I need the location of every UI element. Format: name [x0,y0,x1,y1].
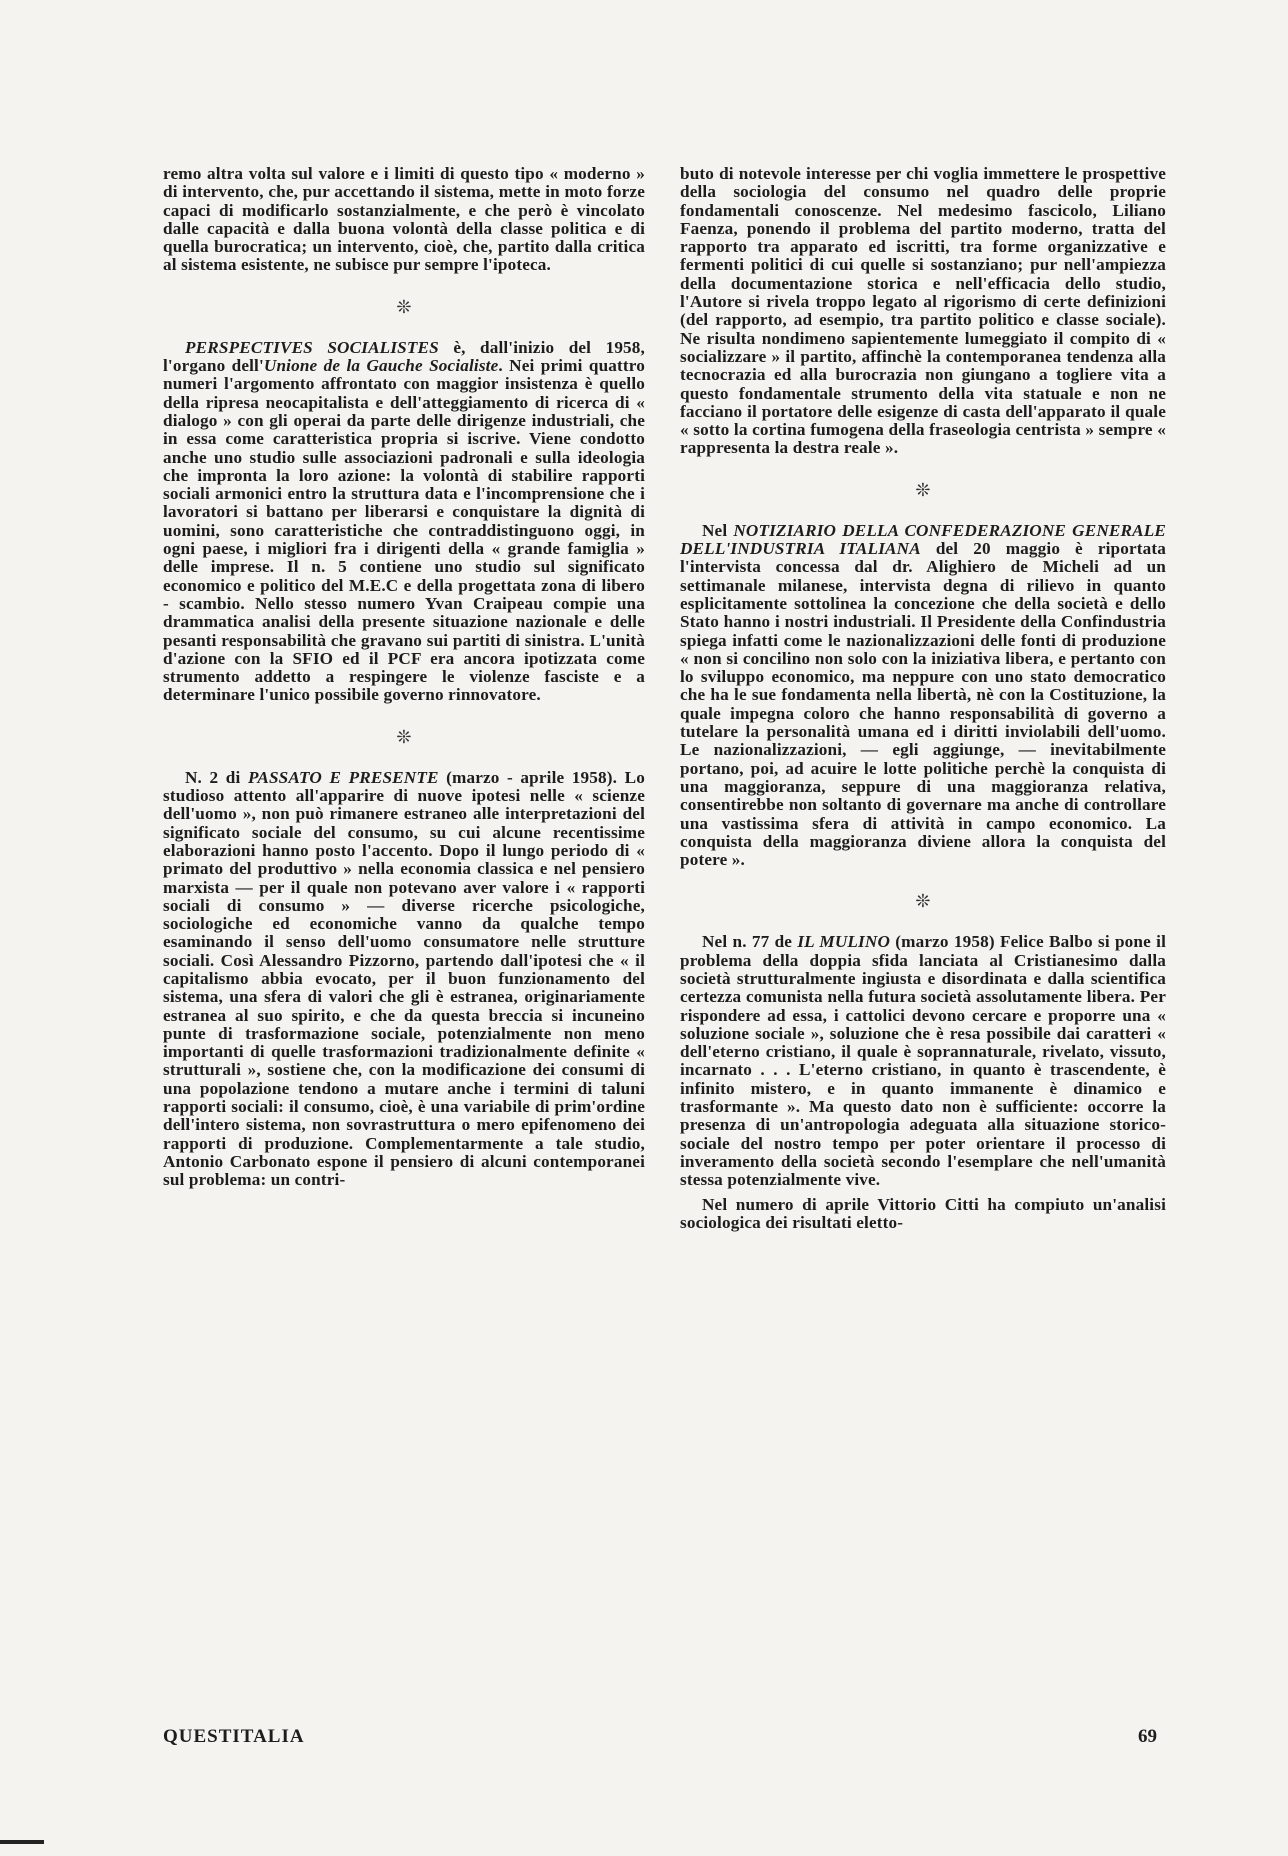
paragraph-perspectives-socialistes [163,339,645,705]
paragraph-il-mulino [680,933,1166,1189]
paragraph-continuation: remo altra volta sul valore e i limiti di questo tipo « moderno » di intervento, che, pur accettando il sistema, mette in moto forze capaci di modificarlo sostanzialmente, e che però è vincolato dalle capacità e dalla buona volontà della classe politica e di quella burocratica; un intervento, cioè, che, partito dalla critica al sistema esistente, ne subisce pur sempre l'ipoteca. [163,164,645,275]
section-separator-asterisk: ❊ [396,726,412,747]
text-run: Nel n. 77 de [702,932,798,952]
page-number: 69 [1138,1726,1157,1747]
journal-name-footer: QUESTITALIA [163,1726,305,1747]
section-separator-asterisk: ❊ [915,479,931,500]
paragraph-citti: Nel numero di aprile Vittorio Citti ha compiuto un'analisi sociologica dei risultati eletto- [680,1194,1166,1232]
section-separator-asterisk: ❊ [396,296,412,317]
text-run: (marzo 1958) Felice Balbo si pone il problema della doppia sfida lanciata al Cristianesimo dalla società strutturalmente ingiusta e disordinata e dalla scientifica certezza comunista nella futura società assolutamente libera. Per rispondere ad essa, i cattolici devono cercare e proporre una « soluzione sociale », soluzione che è resa possibile dai caratteri « dell'eterno cristiano, il quale è soprannaturale, rivelato, vissuto, incarnato . . . L'eterno cristiano, in quanto è trascendente, è infinito mistero, e in quanto immanente è dinamico e trasformante ». Ma questo dato non è sufficiente: occorre la presenza di un'antropologia adeguata alla situazione storico-sociale del nostro tempo per poter orientare il processo di inveramento della società secondo l'esemplare che nell'umanità stessa potenzialmente vive. [680,932,1166,1190]
left-column [163,165,645,1190]
paragraph-notiziario [680,522,1166,870]
text-run: N. 2 di [185,767,248,787]
paragraph-continuation: buto di notevole interesse per chi voglia immettere le prospettive della sociologia del consumo nel quadro delle proprie fondamentali conoscenze. Nel medesimo fascicolo, Liliano Faenza, ponendo il problema del partito moderno, tratta del rapporto tra apparato ed iscritti, tra forme organizzative e fermenti politici di cui quelle si sostanziano; pur nell'ampiezza della documentazione storica e nell'efficacia dello studio, l'Autore si rivela troppo legato al rigorismo di certe definizioni (del rapporto, ad esempio, tra partito politico e classe sociale). Ne risulta nondimeno sapientemente lumeggiato il compito di « socializzare » il partito, affinchè la contemporanea tendenza alla tecnocrazia ed alla burocrazia non giungano a togliere vita a questo fondamentale strumento della vita statuale e non ne facciano il portatore delle esigenze di casta dell'apparato il quale « sotto la cortina fumogena della fraseologia centrista » sempre « rappresenta la destra reale ». [680,164,1166,458]
organization-name: Unione de la Gauche Socialiste [263,356,499,376]
text-run: . Nei primi quattro numeri l'argomento affrontato con maggior insistenza è quello della ripresa neocapitalista e dell'atteggiamento di ricerca di « dialogo » con gli operai da parte delle dirigenze industriali, che in essa come caratteristica propria si iscrive. Viene condotto anche uno studio sulle associazioni padronali e sulla ideologia che impronta la loro azione: la volontà di stabilire rapporti sociali armonici entro la struttura data e l'incomprensione che i lavoratori si battano per liberarsi e conquistare la dignità di uomini, sono caratteristiche che contraddistinguono oggi, in ogni paese, i migliori fra i dirigenti della « grande famiglia » delle imprese. Il n. 5 contiene uno studio sul significato economico e politico del M.E.C e della progettata zona di libero - scambio. Nello stesso numero Yvan Craipeau compie una drammatica analisi della presente situazione nazionale e delle pesanti responsabilità che gravano sui partiti di sinistra. L'unità d'azione con la SFIO ed il PCF era ancora ipotizzata come strumento addetto a respingere le violenze fasciste e a determinare l'unico possibile governo rinnovatore. [163,356,645,705]
text-run: è, dall'inizio del 1958, l'organo dell' [163,337,645,376]
text-run: (marzo - aprile 1958). Lo studioso attento all'apparire di nuove ipotesi nelle « scienze dell'uomo », non può rimanere estraneo alle interpretazioni del significato sociale del consumo, su cui alcune recentissime elaborazioni hanno posto l'accento. Dopo il lungo periodo di « primato del produttivo » nella economia classica e nel pensiero marxista — per il quale non potevano aver valore i « rapporti sociali di consumo » — diverse ricerche psicologiche, sociologiche ed economiche vanno da qualche tempo esaminando il senso dell'uomo consumatore nelle strutture sociali. Così Alessandro Pizzorno, partendo dall'ipotesi che « il capitalismo abbia evocato, per il buon funzionamento del sistema, una sfera di valori che gli è estranea, originariamente estranea al suo spirito, e che da questa breccia si incuneino punte di trasformazione sociale, potenzialmente non meno importanti di quelle trasformazioni tradizionalmente definite « strutturali », sostiene che, con la modificazione dei consumi di una popolazione tendono a mutare anche i termini di taluni rapporti sociali: il consumo, cioè, è una variabile di prim'ordine dell'intero sistema, non sovrastruttura o mero epifenomeno dei rapporti di produzione. Complementarmente a tale studio, Antonio Carbonato espone il pensiero di alcuni contemporanei sul problema: un contri- [163,767,645,1190]
journal-title: PERSPECTIVES SOCIALISTES [185,337,439,357]
scan-edge-mark [0,1840,44,1844]
right-column [680,165,1166,1232]
paragraph-passato-e-presente [163,769,645,1190]
journal-title: PASSATO E PRESENTE [247,767,439,787]
section-separator-asterisk: ❊ [915,891,931,912]
journal-title: IL MULINO [797,932,891,952]
journal-title: NOTIZIARIO DELLA CONFEDERAZIONE GENERALE DELL'INDUSTRIA ITALIANA [680,520,1166,559]
text-run: Nel [702,520,734,540]
text-run: del 20 maggio è riportata l'intervista concessa dal dr. Alighiero de Micheli ad un settimanale milanese, intervista degna di rilievo in quanto esplicitamente sottolinea la concezione che della società e dello Stato hanno i nostri industriali. Il Presidente della Confindustria spiega infatti come le nazionalizzazioni delle fonti di produzione « non si concilino non solo con la iniziativa libera, e pertanto con lo sviluppo economico, ma neppure con uno stato democratico che ha le sue fondamenta nella libertà, nè con la Costituzione, la quale impegna coloro che hanno responsabilità di governo a tutelare la personalità umana ed i diritti inviolabili dell'uomo. Le nazionalizzazioni, — egli aggiunge, — inevitabilmente portano, poi, ad acuire le lotte politiche perchè la conquista di una maggioranza, seppure di una maggioranza relativa, consentirebbe non soltanto di governare ma anche di controllare una vastissima sfera di attività in campo economico. La conquista della maggioranza diviene allora la conquista del potere ». [680,539,1166,870]
